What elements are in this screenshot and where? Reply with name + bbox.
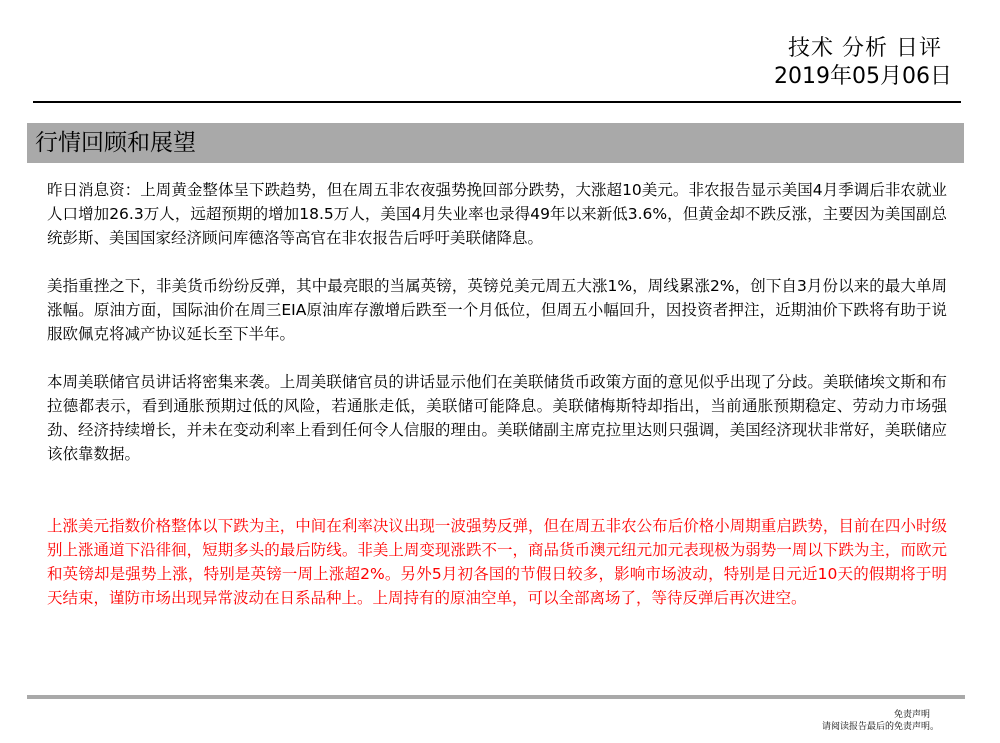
paragraph-fed-speakers: 本周美联储官员讲话将密集来袭。上周美联储官员的讲话显示他们在美联储货币政策方面的意见似乎出现了分歧。美联储埃文斯和布拉德都表示，看到通胀预期过低的风险，若通胀走低，美联储可能降息。美联储梅斯特却指出，当前通胀预期稳定、劳动力市场强劲、经济持续增长，并未在变动利率上看到任何令人信服的理由。美联储副主席克拉里达则只强调，美国经济现状非常好，美联储应该依靠数据。 xyxy=(47,373,947,463)
paragraph-currency-oil: 美指重挫之下，非美货币纷纷反弹，其中最亮眼的当属英镑，英镑兑美元周五大涨1%，周线累涨2%，创下自3月份以来的最大单周涨幅。原油方面，国际油价在周三EIA原油库存激增后跌至一个月低位，但周五小幅回升，因投资者押注，近期油价下跌将有助于说服欧佩克将减产协议延长至下半年。 xyxy=(47,277,947,343)
header-divider xyxy=(33,101,961,103)
footer-divider xyxy=(27,695,965,699)
disclaimer-label: 免责声明 xyxy=(893,710,930,720)
section-title: 行情回顾和展望 xyxy=(35,130,196,156)
report-date: 2019年05月06日 xyxy=(774,64,952,89)
paragraph-news: 昨日消息资：上周黄金整体呈下跌趋势，但在周五非农夜强势挽回部分跌势，大涨超10美元。非农报告显示美国4月季调后非农就业人口增加26.3万人，远超预期的增加18.5万人，美国4月失业率也录得49年以来新低3.6%，但黄金却不跌反涨，主要因为美国副总统彭斯、美国国家经济顾问库德洛等高官在非农报告后呼吁美联储降息。 xyxy=(47,181,947,247)
section-header-bar xyxy=(27,123,964,163)
report-type-title: 技术 分析 日评 xyxy=(788,36,942,61)
disclaimer-note: 请阅读报告最后的免责声明。 xyxy=(821,722,939,732)
report-body xyxy=(47,178,947,610)
paragraph-outlook-highlight: 上涨美元指数价格整体以下跌为主，中间在利率决议出现一波强势反弹，但在周五非农公布后价格小周期重启跌势，目前在四小时级别上涨通道下沿徘徊，短期多头的最后防线。非美上周变现涨跌不一，商品货币澳元纽元加元表现极为弱势一周以下跌为主，而欧元和英镑却是强势上涨，特别是英镑一周上涨超2%。另外5月初各国的节假日较多，影响市场波动，特别是日元近10天的假期将于明天结束，谨防市场出现异常波动在日系品种上。上周持有的原油空单，可以全部离场了，等待反弹后再次进空。 xyxy=(47,517,947,607)
